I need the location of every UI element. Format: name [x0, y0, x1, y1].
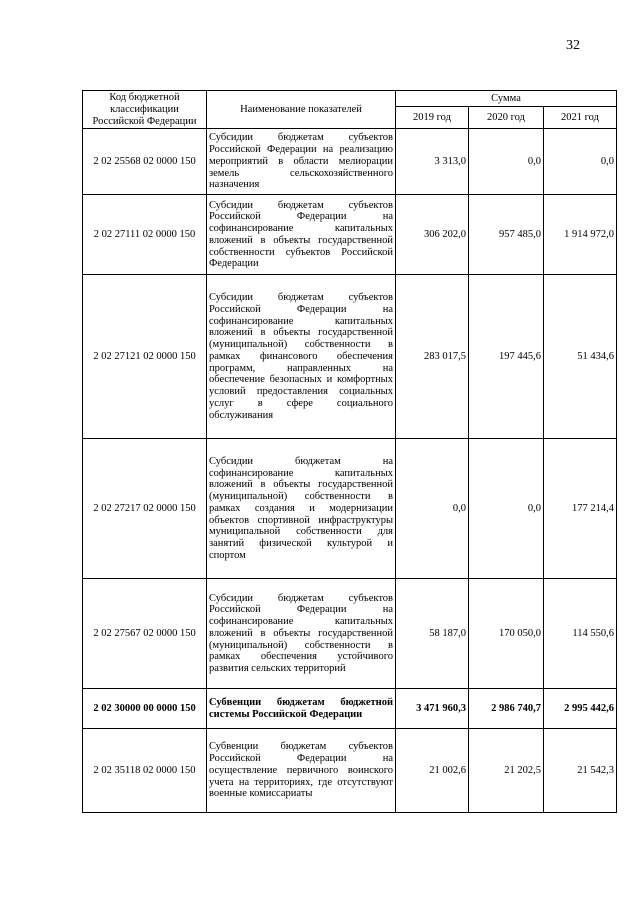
value-2020: 0,0: [469, 129, 544, 195]
table-row-total: [83, 689, 617, 729]
row-name: Субвенции бюджетам бюджетной системы Российской Федерации: [207, 689, 396, 729]
header-code: Код бюджетной классификации Российской Федерации: [83, 91, 207, 129]
value-2019: 3 313,0: [396, 129, 469, 195]
row-name: Субсидии бюджетам субъектов Российской Федерации на софинансирование капитальных вложений в объекты государственной собственности субъектов Российской Федерации: [207, 195, 396, 275]
value-2019: 3 471 960,3: [396, 689, 469, 729]
budget-table: [82, 90, 617, 813]
table-row: [83, 129, 617, 195]
value-2019: 0,0: [396, 439, 469, 579]
value-2021: 21 542,3: [544, 729, 617, 813]
value-2021: 114 550,6: [544, 579, 617, 689]
value-2019: 21 002,6: [396, 729, 469, 813]
row-name: Субсидии бюджетам на софинансирование капитальных вложений в объекты государственной (муниципальной) собственности в рамках создания и модернизации объектов спортивной инфраструктуры муниципальной собственности для занятий физической культурой и спортом: [207, 439, 396, 579]
table-row: [83, 579, 617, 689]
table-row: [83, 275, 617, 439]
row-code: 2 02 35118 02 0000 150: [83, 729, 207, 813]
row-code: 2 02 27121 02 0000 150: [83, 275, 207, 439]
row-code: 2 02 25568 02 0000 150: [83, 129, 207, 195]
value-2020: 197 445,6: [469, 275, 544, 439]
value-2021: 51 434,6: [544, 275, 617, 439]
table-row: [83, 439, 617, 579]
table-row: [83, 729, 617, 813]
row-code: 2 02 27217 02 0000 150: [83, 439, 207, 579]
value-2021: 177 214,4: [544, 439, 617, 579]
value-2019: 58 187,0: [396, 579, 469, 689]
value-2020: 170 050,0: [469, 579, 544, 689]
header-sum: Сумма: [396, 91, 617, 107]
value-2021: 1 914 972,0: [544, 195, 617, 275]
value-2020: 0,0: [469, 439, 544, 579]
value-2019: 283 017,5: [396, 275, 469, 439]
row-name: Субвенции бюджетам субъектов Российской Федерации на осуществление первичного воинского учета на территориях, где отсутствуют военные комиссариаты: [207, 729, 396, 813]
table-row: [83, 195, 617, 275]
row-code: 2 02 30000 00 0000 150: [83, 689, 207, 729]
value-2020: 2 986 740,7: [469, 689, 544, 729]
value-2021: 2 995 442,6: [544, 689, 617, 729]
header-year-2019: 2019 год: [396, 106, 469, 128]
row-code: 2 02 27567 02 0000 150: [83, 579, 207, 689]
row-code: 2 02 27111 02 0000 150: [83, 195, 207, 275]
value-2019: 306 202,0: [396, 195, 469, 275]
value-2020: 21 202,5: [469, 729, 544, 813]
value-2020: 957 485,0: [469, 195, 544, 275]
page-number: 32: [566, 38, 580, 53]
row-name: Субсидии бюджетам субъектов Российской Федерации на реализацию мероприятий в области мелиорации земель сельскохозяйственного назначения: [207, 129, 396, 195]
header-year-2020: 2020 год: [469, 106, 544, 128]
header-year-2021: 2021 год: [544, 106, 617, 128]
row-name: Субсидии бюджетам субъектов Российской Федерации на софинансирование капитальных вложений в объекты государственной (муниципальной) собственности в рамках финансового обеспечения программ, направленных на обеспечение безопасных и комфортных условий предоставления социальных услуг в сфере социального обслуживания: [207, 275, 396, 439]
header-name: Наименование показателей: [207, 91, 396, 129]
value-2021: 0,0: [544, 129, 617, 195]
row-name: Субсидии бюджетам субъектов Российской Федерации на софинансирование капитальных вложений в объекты государственной (муниципальной) собственности в рамках обеспечения устойчивого развития сельских территорий: [207, 579, 396, 689]
